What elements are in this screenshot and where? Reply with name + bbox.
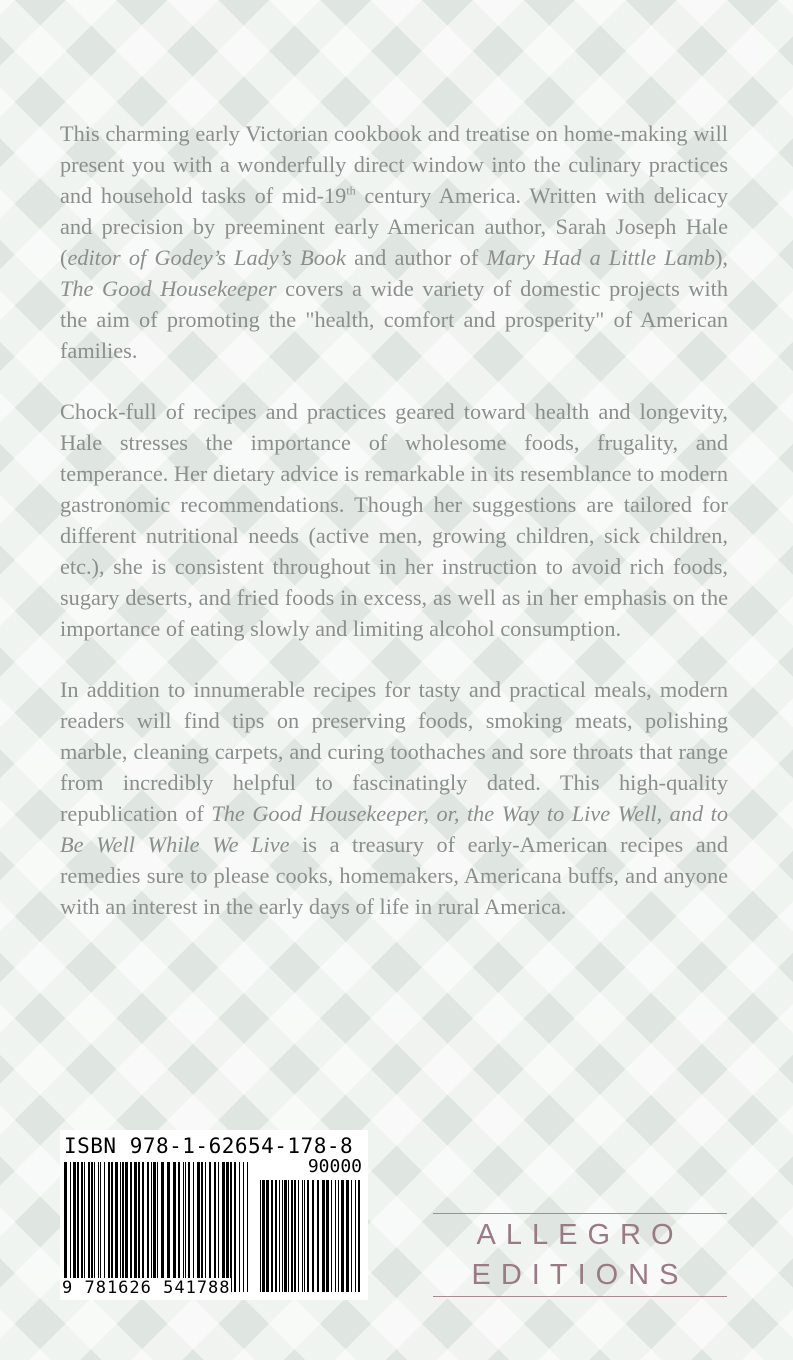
barcode-bar	[209, 1162, 211, 1292]
barcode-bar	[288, 1180, 289, 1292]
barcode-bar	[222, 1162, 225, 1292]
barcode-bar	[341, 1180, 344, 1292]
barcode-bar	[70, 1162, 71, 1292]
barcode-bar	[115, 1162, 118, 1292]
barcode-bar	[84, 1162, 85, 1292]
barcode-bar	[64, 1162, 67, 1292]
barcode-bar	[98, 1162, 99, 1292]
barcode-bar	[230, 1162, 232, 1292]
barcode-bar	[197, 1162, 200, 1292]
barcode-bar	[317, 1180, 319, 1292]
barcode-bar	[298, 1180, 299, 1292]
barcode-bar	[157, 1162, 158, 1292]
barcode-bar	[183, 1162, 184, 1292]
barcode-bar	[108, 1162, 110, 1292]
description-paragraph-1: This charming early Victorian cookbook and treatise on home-making will present you with a wonderfully direct window into the culinary practices and household tasks of mid-19th century America. Written with delicacy and precision by preeminent early American author, Sarah Joseph Hale (editor of Godey’s Lady’s Book and author of Mary Had a Little Lamb), The Good Housekeeper covers a wide variety of domestic projects with the aim of promoting the "health, comfort and prosperity" of American families.	[60, 121, 728, 363]
barcode-bar	[218, 1162, 219, 1292]
barcode-bar	[312, 1180, 314, 1292]
ean-digits: 9 781626 541788	[62, 1278, 231, 1298]
barcode-bar	[331, 1180, 332, 1292]
barcode-bar	[73, 1162, 76, 1292]
barcode-bar	[205, 1162, 206, 1292]
barcode-bar	[167, 1162, 170, 1292]
barcode-bar	[147, 1162, 149, 1292]
barcode-bar	[271, 1180, 273, 1292]
barcode-bar	[94, 1162, 95, 1292]
barcode-bar	[266, 1180, 269, 1292]
publisher-logo	[433, 1213, 727, 1297]
barcode-bar	[134, 1162, 137, 1292]
barcode-bar	[122, 1162, 124, 1292]
barcode-bar	[161, 1162, 164, 1292]
barcode-bar	[138, 1162, 140, 1292]
barcode-bar	[178, 1162, 180, 1292]
italic-full-title: The Good Housekeeper, or, the Way to Live Well, and to Be Well While We Live	[60, 801, 728, 857]
barcode-bar	[214, 1162, 216, 1292]
barcode-bar	[226, 1162, 229, 1292]
isbn-label: ISBN 978-1-62654-178-8	[64, 1134, 354, 1158]
barcode-bar	[326, 1180, 329, 1292]
barcode-bar	[185, 1162, 186, 1292]
barcode-bar	[294, 1180, 296, 1292]
barcode-bar	[338, 1180, 339, 1292]
barcode-bar	[304, 1180, 305, 1292]
description-paragraph-2: Chock-full of recipes and practices geared toward health and longevity, Hale stresses the importance of wholesome foods, frugality, and temperance. Her dietary advice is remarkable in its resemblance to modern gastronomic recommendations. Though her suggestions are tailored for different nutritional needs (active men, growing children, sick children, etc.), she is consistent throughout in her instruction to avoid rich foods, sugary deserts, and fried foods in excess, as well as in her emphasis on the importance of eating slowly and limiting alcohol consumption.	[60, 399, 728, 641]
italic-mary-had-a-little-lamb: Mary Had a Little Lamb	[486, 245, 715, 270]
back-cover-description	[60, 118, 728, 952]
barcode-bar	[173, 1162, 176, 1292]
barcode-bar	[302, 1180, 303, 1292]
barcode-bar	[358, 1180, 360, 1292]
barcode-bar	[279, 1180, 280, 1292]
barcode-bar	[275, 1180, 277, 1292]
barcode-bar	[307, 1180, 309, 1292]
barcode-bar	[111, 1162, 113, 1292]
barcode-bar	[351, 1180, 352, 1292]
publisher-line-1: ALLEGRO	[476, 1219, 684, 1251]
price-code: 90000	[307, 1156, 362, 1177]
barcode-bar	[120, 1162, 121, 1292]
barcode-bar	[88, 1162, 90, 1292]
ean-bars	[64, 1162, 252, 1292]
barcode-bar	[193, 1162, 194, 1292]
barcode-bar	[104, 1162, 105, 1292]
publisher-line-2: EDITIONS	[471, 1259, 689, 1291]
barcode-bar	[130, 1162, 132, 1292]
isbn-barcode	[60, 1130, 368, 1300]
barcode-bar	[201, 1162, 203, 1292]
barcode-bar	[322, 1180, 325, 1292]
barcode-bar	[125, 1162, 128, 1292]
barcode-bar	[188, 1162, 190, 1292]
barcode-bar	[153, 1162, 156, 1292]
barcode-bar	[262, 1180, 265, 1292]
barcode-bar	[81, 1162, 83, 1292]
barcode-bar	[142, 1162, 144, 1292]
barcode-bar	[239, 1162, 240, 1292]
description-paragraph-3: In addition to innumerable recipes for tasty and practical meals, modern readers will find tips on preserving foods, smoking meats, polishing marble, cleaning carpets, and curing toothaches and sore throats that range from incredibly helpful to fascinatingly dated. This high-quality republication of The Good Housekeeper, or, the Way to Live Well, and to Be Well While We Live is a treasury of early-American recipes and remedies sure to please cooks, homemakers, Americana buffs, and anyone with an interest in the early days of life in rural America.	[60, 677, 729, 919]
barcode-bar	[355, 1180, 356, 1292]
barcode-bar	[335, 1180, 336, 1292]
barcode-bar	[260, 1180, 261, 1292]
barcode-bar	[77, 1162, 79, 1292]
barcode-bar	[282, 1180, 283, 1292]
barcode-bar	[234, 1162, 236, 1292]
barcode-bar	[91, 1162, 93, 1292]
italic-the-good-housekeeper: The Good Housekeeper	[60, 276, 277, 301]
addon-bars	[260, 1180, 362, 1292]
barcode-bar	[151, 1162, 152, 1292]
italic-editor-credit: editor of Godey’s Lady’s Book	[67, 245, 346, 270]
barcode-bar	[247, 1162, 248, 1292]
superscript-th: th	[346, 183, 356, 198]
barcode-bar	[243, 1162, 244, 1292]
barcode-bar	[100, 1162, 101, 1292]
barcode-bar	[291, 1180, 293, 1292]
barcode-bar	[284, 1180, 287, 1292]
barcode-bar	[346, 1180, 349, 1292]
